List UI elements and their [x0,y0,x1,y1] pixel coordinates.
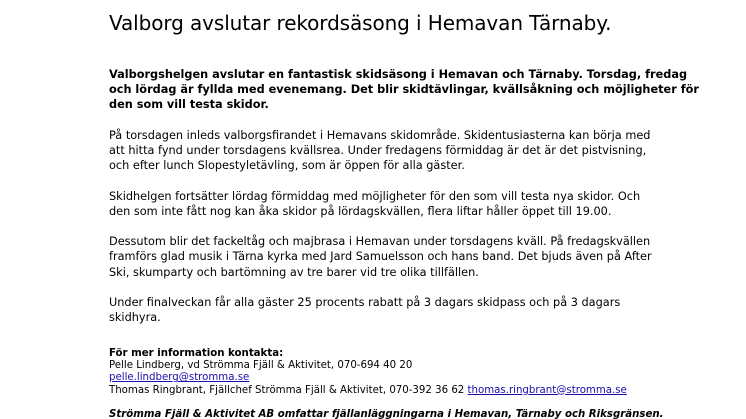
paragraph-line: den som inte fått nog kan åka skidor på lördagskvällen, flera liftar håller öppet till 19.00. [109,204,612,218]
paragraph-line: Ski, skumparty och bartömning av tre barer vid tre olika tillfällen. [109,265,479,279]
contact-person-2: Thomas Ringbrant, Fjällchef Strömma Fjäll & Aktivitet, 070-392 36 62 [109,384,465,396]
paragraph-line: Dessutom blir det fackeltåg och majbrasa i Hemavan under torsdagens kväll. På fredagskvällen [109,235,651,249]
lead-line: Valborgshelgen avslutar en fantastisk skidsäsong i Hemavan och Tärnaby. Torsdag, fredag [109,68,688,81]
paragraph-line: På torsdagen inleds valborgsfirandet i Hemavans skidområde. Skidentusiasterna kan börja med [109,128,651,142]
contact-block [109,348,627,397]
paragraph-line: framförs glad musik i Tärna kyrka med Jard Samuelsson och hans band. Det bjuds även på After [109,250,652,264]
paragraph-line: att hitta fynd under torsdagens kvällsrea. Under fredagens förmiddag är det är det pistvisning, [109,144,647,157]
article-body [109,67,699,341]
contact-heading: För mer information kontakta: [109,348,284,359]
paragraph-line: Under finalveckan får alla gäster 25 procents rabatt på 3 dagars skidpass och på 3 dagars [109,295,621,309]
lead-line: den som vill testa skidor. [109,98,269,112]
paragraph-line: skidhyra. [109,311,161,325]
paragraph-line: Skidhelgen fortsätter lördag förmiddag med möjligheter för den som vill testa nya skidor. Och [109,189,641,203]
company-footer: Strömma Fjäll & Aktivitet AB omfattar fjällanläggningarna i Hemavan, Tärnaby och Riksgränsen. [109,409,664,419]
paragraph-saturday [109,189,649,219]
paragraph-thursday [109,128,649,174]
email-link-1[interactable]: pelle.lindberg@stromma.se [109,372,250,384]
paragraph-discount [109,295,649,325]
email-link-2[interactable]: thomas.ringbrant@stromma.se [467,384,627,396]
paragraph-line: och efter lunch Slopestyletävling, som är öppen för alla gäster. [109,159,465,173]
contact-person-1: Pelle Lindberg, vd Strömma Fjäll & Aktivitet, 070-694 40 20 [109,360,413,372]
lead-line: och lördag är fyllda med evenemang. Det blir skidtävlingar, kvällsåkning och möjligheter för [109,83,699,97]
paragraph-events [109,234,652,280]
lead-paragraph [109,67,699,113]
page-title: Valborg avslutar rekordsäsong i Hemavan Tärnaby. [109,11,612,35]
